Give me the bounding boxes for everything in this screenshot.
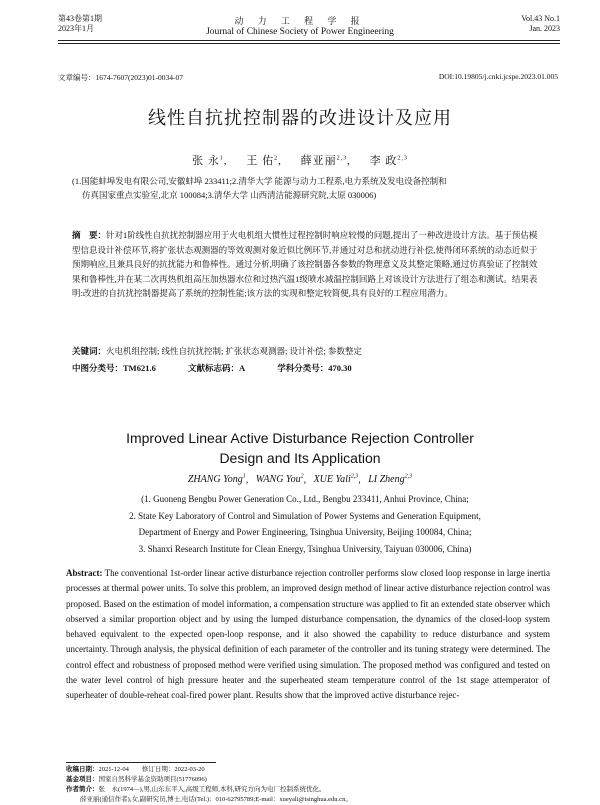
abstract-cn-text: 针对1阶线性自抗扰控制器应用于火电机组大惯性过程控制时响应较慢的问题,提出了一种改进设计方法。基于预估模型信息设计补偿环节,将扩张状态观测器的等效观测对象近似比例环节,并通过对总和扰动进行补偿,使得闭环系统的动态近似于预期响应,且兼具良好的抗扰能力和鲁棒性。通过分析,明确了该控制器各参数的物理意义及其整定策略,通过仿真验证了控制效果和鲁棒性,并在某二次再热机组高压加热器水位和过热汽温1级喷水减温控制回路上对该设计方法进行了组态和测试。结果表明:改进的自抗扰控制器提高了系统的控制性能;该方法的实现和整定较简便,具有良好的工程应用潜力。: [72, 230, 538, 299]
journal-name-en: Journal of Chinese Society of Power Engineering: [206, 27, 394, 37]
header-volume-en: [521, 14, 560, 34]
affiliation-cn: [72, 174, 542, 202]
author-en: LI Zheng$^{2,3}$: [368, 474, 413, 486]
journal-name-cn: 动 力 工 程 学 报: [234, 16, 366, 26]
footnote-author-bio: 作者简介：张 永(1974—),男,山东东平人,高级工程师,本科,研究方向为电厂控制系统优化。: [66, 786, 326, 793]
affiliation-cn-line: 仿真国家重点实验室,北京 100084;3.清华大学 山西清洁能源研究院,太原 030006): [82, 190, 377, 200]
author-en: XUE Yali$^{2,3}$: [313, 474, 359, 486]
author-cn: 李 政$^{2,3}$: [369, 155, 408, 167]
title-en: [0, 428, 600, 468]
keywords-cn-label: 关键词：: [72, 346, 107, 356]
author-en: WANG You$^2$: [255, 474, 304, 486]
footnote-corresponding: 薛亚丽(通信作者),女,副研究员,博士,电话(Tel.)：010-62795789;E-mail：xueyali@tsinghua.edu.cn。: [80, 796, 352, 803]
abstract-cn: [72, 228, 542, 301]
subject-code: 学科分类号：470.30: [277, 363, 352, 373]
doi: DOI:10.19805/j.cnki.jcspe.2023.01.005: [438, 72, 558, 81]
author-cn: 张 永$^1$: [192, 155, 224, 167]
keywords-cn-text: 火电机组控制; 线性自抗扰控制; 扩张状态观测器; 设计补偿; 参数整定: [106, 346, 362, 356]
affiliation-en-line: Department of Energy and Power Engineering, Tsinghua University, Beijing 100084, China;: [138, 527, 472, 537]
affiliation-cn-line: (1.国能蚌埠发电有限公司,安徽蚌埠 233411;2.清华大学 能源与动力工程系,电力系统及发电设备控制和: [72, 176, 447, 186]
header-rule-thick: [58, 40, 560, 41]
affiliation-en: [60, 491, 550, 557]
date-cn: 2023年1月: [58, 24, 94, 33]
title-cn: 线性自抗扰控制器的改进设计及应用: [148, 108, 452, 129]
volume-issue-cn: 第43卷第1期: [58, 14, 102, 23]
classification-numbers: [72, 362, 542, 374]
abstract-en: [66, 566, 550, 704]
volume-issue-en: Vol.43 No.1: [521, 14, 560, 23]
abstract-cn-label: 摘 要：: [72, 230, 107, 240]
abstract-en-label: Abstract:: [66, 568, 103, 578]
authors-en: ZHANG Yong$^1$, WANG You$^2$, XUE Yali$^{2,3}$, LI Zheng$^{2,3}$: [187, 474, 413, 486]
abstract-en-text: The conventional 1st-order linear active disturbance rejection controller performs slow closed loop response in large inertia processes at thermal power units. To solve this problem, an improved design method of linear active disturbance rejection control was proposed. Based on the estimation of model information, a compensation structure was applied to fit an extended state observer which observed a similar proportion object and by using the lumped disturbance compensation, the dynamics of the closed-loop system behaved equivalent to the expected open-loop response, and it also showed the capability to reduce disturbance and system uncertainty. Through analysis, the physical definition of each parameter of the controller and its tuning strategy were determined. The control effect and robustness of proposed method were verified using simulation. The proposed method was configured and tested on the water level control of high pressure heater and the superheated steam temperature control of the 1st stage attemperator of superheater of double-reheat coal-fired power plant. Results show that the improved active disturbance rejec-: [66, 568, 550, 701]
footnote-funding: 基金项目：国家自然科学基金资助项目(51776096): [66, 776, 207, 783]
title-en-line: Improved Linear Active Disturbance Rejection Controller: [126, 430, 474, 446]
authors-cn: 张 永$^1$, 王 佑$^2$, 薛亚丽$^{2,3}$, 李 政$^{2,3}$: [192, 155, 408, 167]
footnote-received: 收稿日期：2021-12-04 修订日期：2022-03-20: [66, 766, 205, 773]
affiliation-en-line: (1. Guoneng Bengbu Power Generation Co., Ltd., Bengbu 233411, Anhui Province, China;: [141, 494, 469, 504]
affiliation-en-line: 2. State Key Laboratory of Control and Simulation of Power Systems and Generation Equipment,: [129, 510, 481, 521]
document-code: 文献标志码：A: [187, 363, 246, 373]
clc-number: 中图分类号：TM621.6: [72, 363, 156, 373]
date-en: Jan. 2023: [529, 24, 560, 33]
footnotes: [66, 765, 550, 805]
author-cn: 王 佑$^2$: [246, 155, 279, 167]
title-en-line: Design and Its Application: [219, 450, 381, 466]
article-number: 文章编号：1674-7607(2023)01-0034-07: [58, 73, 183, 82]
header-journal: [150, 14, 450, 37]
author-en: ZHANG Yong$^1$: [187, 474, 246, 486]
keywords-cn: [72, 345, 542, 357]
author-cn: 薛亚丽$^{2,3}$: [300, 155, 348, 167]
header-volume-cn: [58, 14, 102, 34]
affiliation-en-line: 3. Shanxi Research Institute for Clean Energy, Tsinghua University, Taiyuan 030006, China): [138, 543, 472, 554]
footnote-rule: [66, 762, 216, 763]
header-rule-thin: [58, 43, 560, 44]
